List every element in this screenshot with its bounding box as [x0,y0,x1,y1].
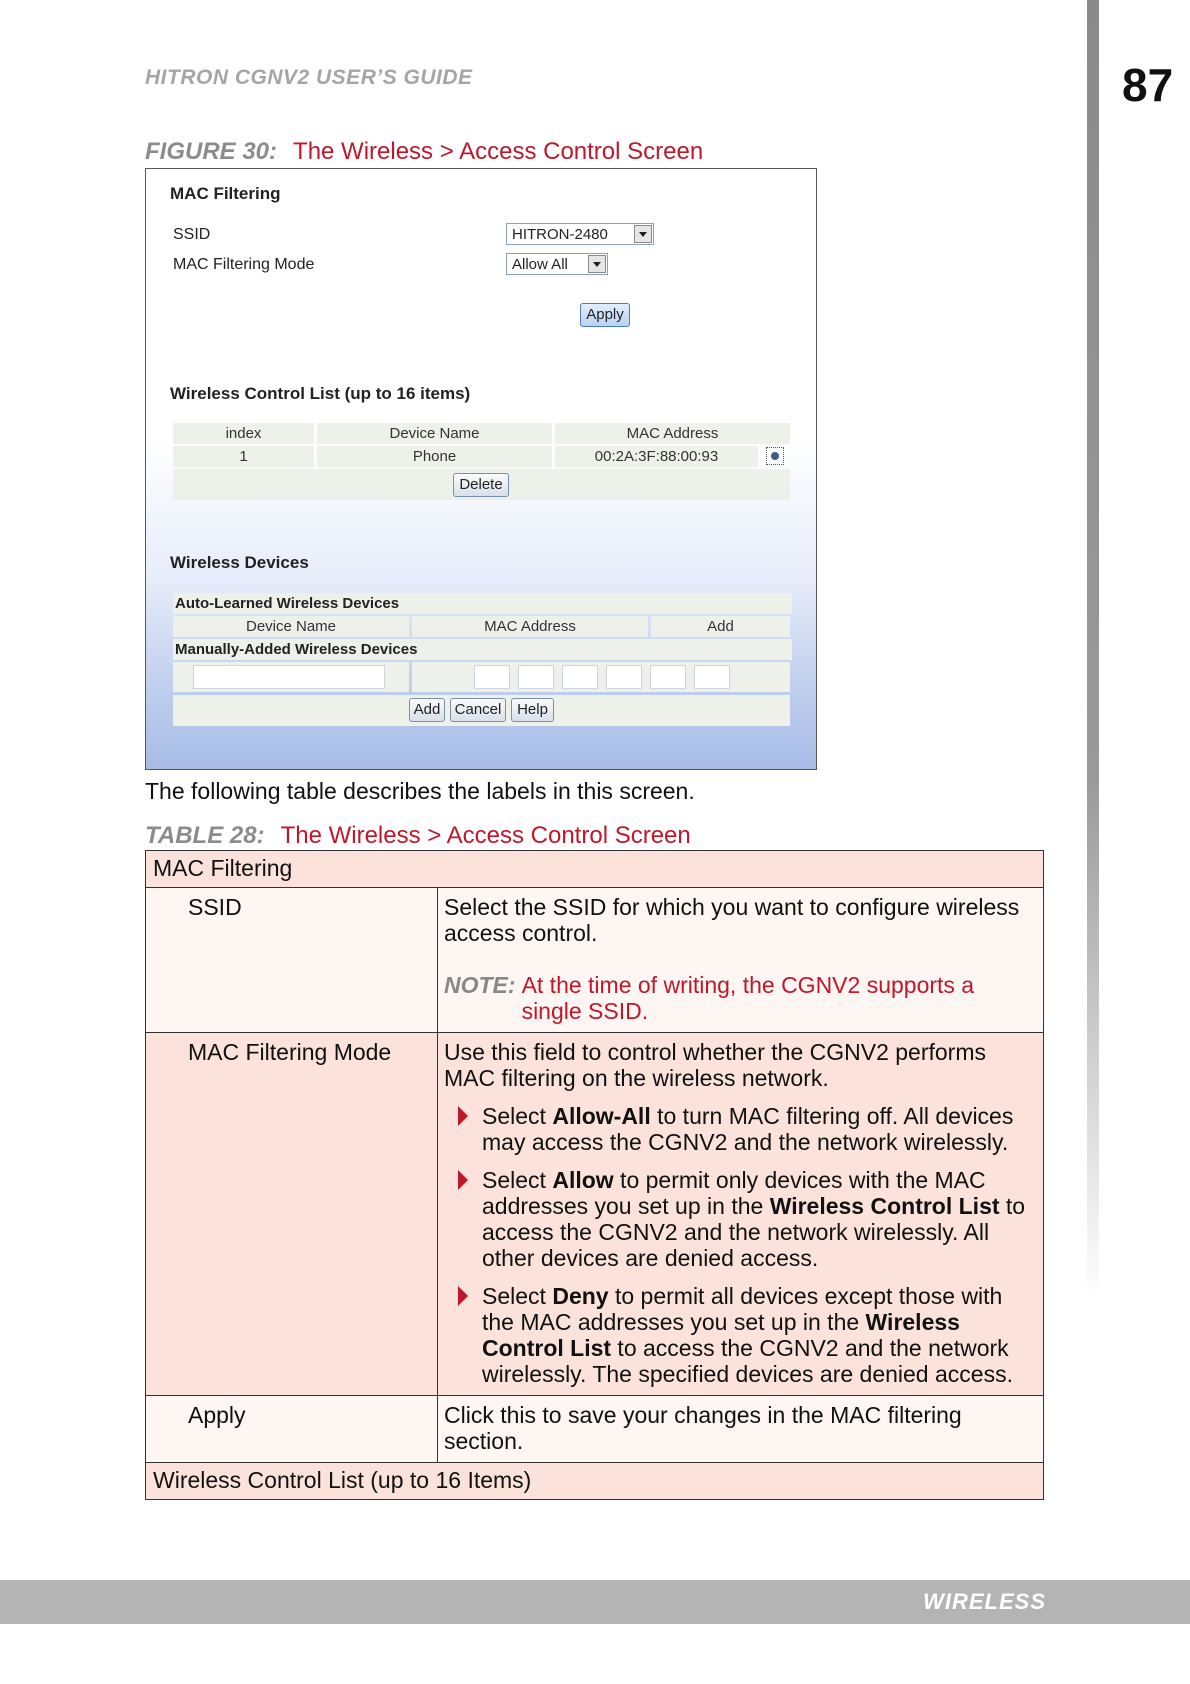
bullet-arrow-icon [458,1170,468,1190]
bullet-arrow-icon [458,1286,468,1306]
row-mode-desc [438,1033,1044,1396]
ssid-select[interactable] [506,223,654,245]
col-index: index [173,423,314,444]
mode-desc-text: Use this field to control whether the CGNV2 performs MAC filtering on the wireless network. [444,1039,987,1091]
control-list-heading: Wireless Control List (up to 16 items) [170,384,471,403]
figure-title: The Wireless > Access Control Screen [293,138,704,165]
mac-octet-6-input[interactable] [694,665,730,689]
mode-select[interactable] [506,253,608,275]
guide-title: HITRON CGNV2 USER’S GUIDE [145,66,473,89]
mac-octet-4-input[interactable] [606,665,642,689]
ssid-note [444,972,1037,1024]
row-mac-address: 00:2A:3F:88:00:93 [555,446,758,467]
manual-mac-cell [412,662,790,692]
page-edge-bar [1087,0,1099,1300]
mac-octet-2-input[interactable] [518,665,554,689]
manual-heading: Manually-Added Wireless Devices [173,639,792,660]
description-table [145,850,1044,1500]
row-ssid-desc [438,888,1044,1033]
auto-learned-heading: Auto-Learned Wireless Devices [173,593,792,614]
page-number: 87 [1122,59,1174,111]
figure-caption [145,138,703,166]
col-mac-address: MAC Address [555,423,790,444]
bullet-arrow-icon [458,1106,468,1126]
table-caption [145,822,691,850]
mode-label: MAC Filtering Mode [173,256,315,273]
note-text: At the time of writing, the CGNV2 supports a single SSID. [521,972,975,1024]
bullet-allow-all: Select Allow-All to turn MAC filtering off. All devices may access the CGNV2 and the network wirelessly. [444,1103,1037,1155]
section-mac-filtering: MAC Filtering [146,851,1044,888]
ssid-label: SSID [173,226,211,243]
ssid-desc-text: Select the SSID for which you want to configure wireless access control. [444,894,1020,946]
mode-select-value: Allow All [512,256,568,273]
figure-label: FIGURE 30: [145,138,278,165]
help-button[interactable]: Help [511,698,554,722]
mac-filtering-heading: MAC Filtering [170,184,281,203]
note-label: NOTE: [444,972,516,998]
device-name-input[interactable] [193,665,385,689]
mac-octet-1-input[interactable] [474,665,510,689]
row-apply-desc: Click this to save your changes in the MAC filtering section. [438,1396,1044,1463]
apply-button[interactable]: Apply [580,303,630,327]
access-control-screenshot [145,168,817,770]
col-device-name: Device Name [317,423,552,444]
chevron-down-icon[interactable] [634,225,652,243]
row-apply-label: Apply [146,1396,438,1463]
row-ssid-label: SSID [146,888,438,1033]
devices-col-mac: MAC Address [412,616,648,637]
chevron-down-icon[interactable] [588,255,606,273]
section-control-list: Wireless Control List (up to 16 Items) [146,1463,1044,1500]
intro-text: The following table describes the labels in this screen. [145,778,695,804]
footer-bar [0,1580,1190,1624]
devices-heading: Wireless Devices [170,553,309,572]
devices-col-name: Device Name [173,616,409,637]
row-select-radio[interactable] [766,447,784,465]
cancel-button[interactable]: Cancel [450,698,506,722]
table-title: The Wireless > Access Control Screen [280,822,691,849]
footer-section-label: WIRELESS [923,1589,1046,1614]
row-device-name: Phone [317,446,552,467]
mac-octet-3-input[interactable] [562,665,598,689]
bullet-allow: Select Allow to permit only devices with the MAC addresses you set up in the Wireless Control List to access the CGNV2 and the network wirelessly. All other devices are denied access. [444,1167,1037,1271]
ssid-select-value: HITRON-2480 [512,226,608,243]
delete-button[interactable]: Delete [453,473,509,497]
bullet-deny: Select Deny to permit all devices except those with the MAC addresses you set up in the Wireless Control List to access the CGNV2 and the network wirelessly. The specified devices are denied access. [444,1283,1037,1387]
mac-octet-5-input[interactable] [650,665,686,689]
row-index: 1 [173,446,314,467]
devices-col-add: Add [651,616,790,637]
table-label: TABLE 28: [145,822,265,849]
row-mode-label: MAC Filtering Mode [146,1033,438,1396]
add-button[interactable]: Add [409,698,445,722]
